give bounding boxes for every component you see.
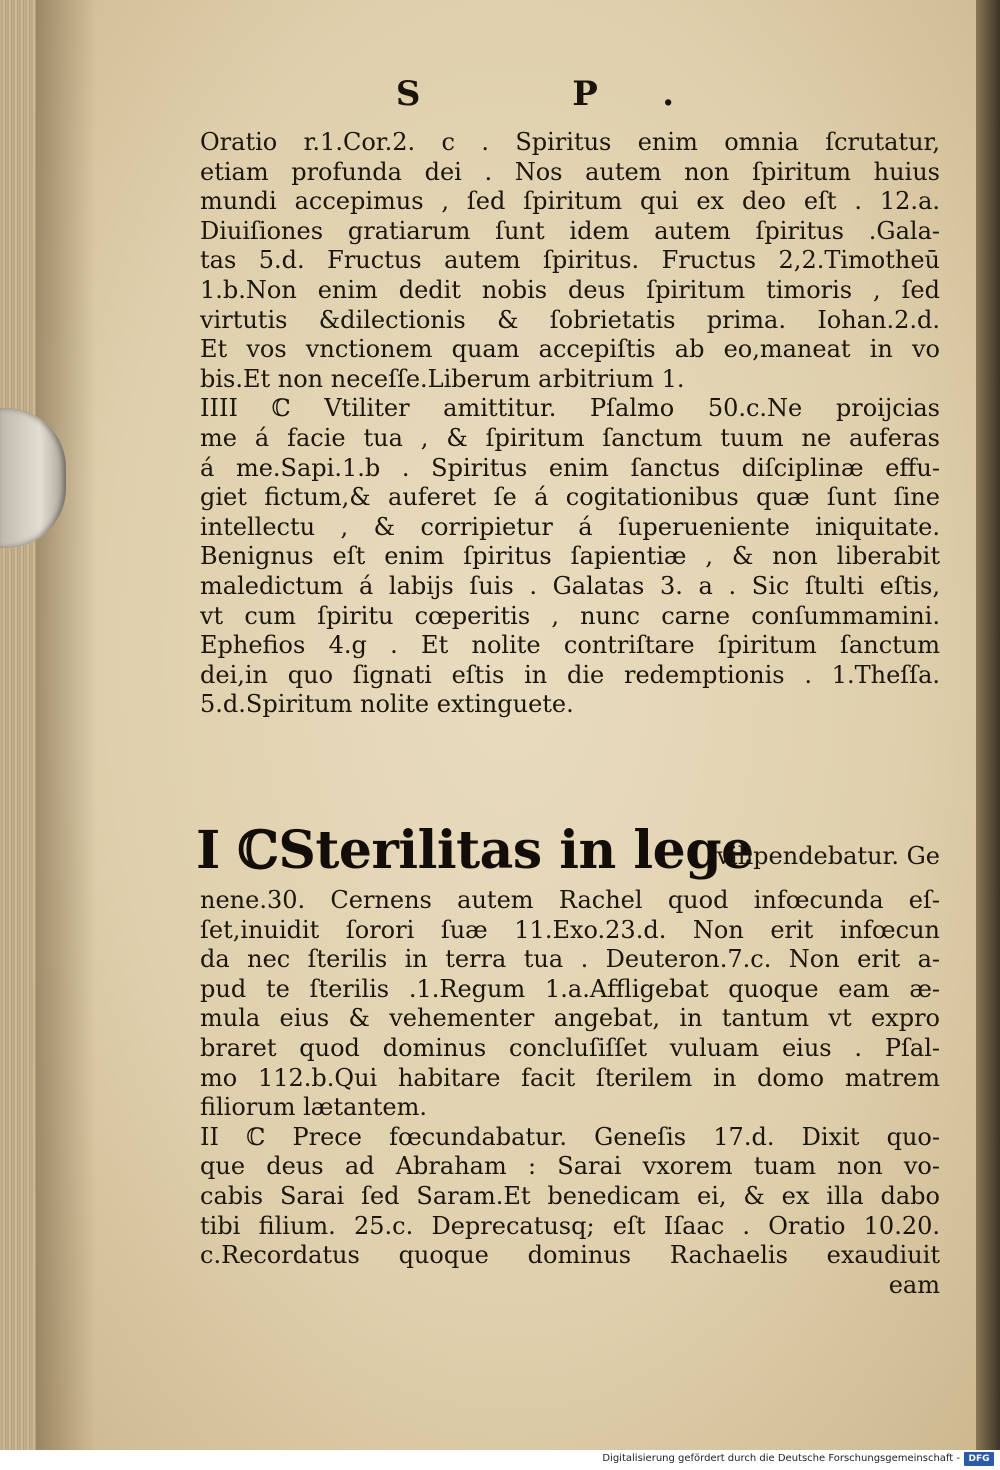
text-line: cabis Sarai ſed Saram.Et benedicam ei, & ex illa dabo bbox=[200, 1181, 940, 1210]
text-line: IIII ℂ Vtiliter amittitur. Pſalmo 50.c.Ne proijcias bbox=[200, 394, 940, 423]
text-line: Oratio r.1.Cor.2. c . Spiritus enim omnia ſcrutatur, bbox=[200, 128, 940, 156]
book-page-edges bbox=[0, 0, 40, 1450]
text-line: 1.b.Non enim dedit nobis deus ſpiritum timoris , ſed bbox=[200, 275, 940, 304]
text-block-upper bbox=[200, 128, 940, 720]
text-line: vt cum ſpiritu cœperitis , nunc carne conſummamini. bbox=[200, 601, 940, 630]
section-heading-continuation: vilipendebatur. Ge bbox=[716, 842, 940, 870]
text-line: pud te ſterilis .1.Regum 1.a.Affligebat quoque eam æ- bbox=[200, 974, 940, 1003]
text-line: Benignus eſt enim ſpiritus ſapientiæ , & non liberabit bbox=[200, 542, 940, 571]
text-line: braret quod dominus concluſiſſet vuluam eius . Pſal- bbox=[200, 1033, 940, 1062]
text-line: que deus ad Abraham : Sarai vxorem tuam non vo- bbox=[200, 1152, 940, 1181]
catchword: eam bbox=[888, 1270, 940, 1299]
funding-credit: Digitalisierung gefördert durch die Deutsche Forschungsgemeinschaft - bbox=[602, 1453, 960, 1464]
text-line: filiorum lætantem. bbox=[200, 1093, 428, 1122]
text-line: á me.Sapi.1.b . Spiritus enim ſanctus diſciplinæ effu- bbox=[200, 453, 940, 482]
text-line: intellectu , & corripietur á ſuperueniente iniquitate. bbox=[200, 512, 940, 541]
dfg-logo: DFG bbox=[964, 1452, 994, 1466]
text-line: dei,in quo ſignati eſtis in die redemptionis . 1.Theſſa. bbox=[200, 660, 940, 689]
right-margin-shadow bbox=[976, 0, 1000, 1450]
text-line: c.Recordatus quoque dominus Rachaelis exaudiuit bbox=[200, 1241, 940, 1270]
text-line: Diuiſiones gratiarum ſunt idem autem ſpiritus .Gala- bbox=[200, 216, 940, 245]
text-line: mo 112.b.Qui habitare facit ſterilem in domo matrem bbox=[200, 1063, 940, 1092]
text-line: etiam profunda dei . Nos autem non ſpiritum huius bbox=[200, 157, 940, 186]
text-line: me á facie tua , & ſpiritum ſanctum tuum ne auferas bbox=[200, 423, 940, 452]
text-line: maledictum á labijs ſuis . Galatas 3. a . Sic ſtulti eſtis, bbox=[200, 571, 940, 600]
section-heading-title: I ℂSterilitas in lege bbox=[196, 820, 754, 881]
text-line: tas 5.d. Fructus autem ſpiritus. Fructus 2,2.Timotheū bbox=[200, 246, 940, 275]
text-line: Et vos vnctionem quam accepiſtis ab eo,maneat in vo bbox=[200, 335, 940, 364]
text-block-lower bbox=[200, 886, 940, 1300]
footer-bar bbox=[0, 1450, 1000, 1470]
text-line: bis.Et non neceſſe.Liberum arbitrium 1. bbox=[200, 364, 685, 393]
text-line: virtutis &dilectionis & ſobrietatis prima. Iohan.2.d. bbox=[200, 305, 940, 334]
gutter-shadow bbox=[36, 0, 96, 1450]
text-line: Ephefios 4.g . Et nolite contriſtare ſpiritum ſanctum bbox=[200, 631, 940, 660]
text-line: II ℂ Prece fœcundabatur. Geneſis 17.d. Dixit quo- bbox=[200, 1122, 940, 1151]
text-line: mundi accepimus , ſed ſpiritum qui ex deo eſt . 12.a. bbox=[200, 187, 940, 216]
section-heading bbox=[196, 820, 940, 890]
text-line: da nec ſterilis in terra tua . Deuteron.7.c. Non erit a- bbox=[200, 945, 940, 974]
text-line: 5.d.Spiritum nolite extinguete. bbox=[200, 690, 574, 719]
text-line: nene.30. Cernens autem Rachel quod infœcunda eſ- bbox=[200, 886, 940, 914]
text-line: ſet,inuidit ſorori ſuæ 11.Exo.23.d. Non erit infœcun bbox=[200, 915, 940, 944]
text-line: giet fictum,& auferet ſe á cogitationibus quæ ſunt ſine bbox=[200, 483, 940, 512]
text-line: tibi filium. 25.c. Deprecatusq; eſt Iſaac . Oratio 10.20. bbox=[200, 1211, 940, 1240]
text-line: mula eius & vehementer angebat, in tantum vt expro bbox=[200, 1004, 940, 1033]
signature-mark: S P. bbox=[395, 74, 745, 114]
